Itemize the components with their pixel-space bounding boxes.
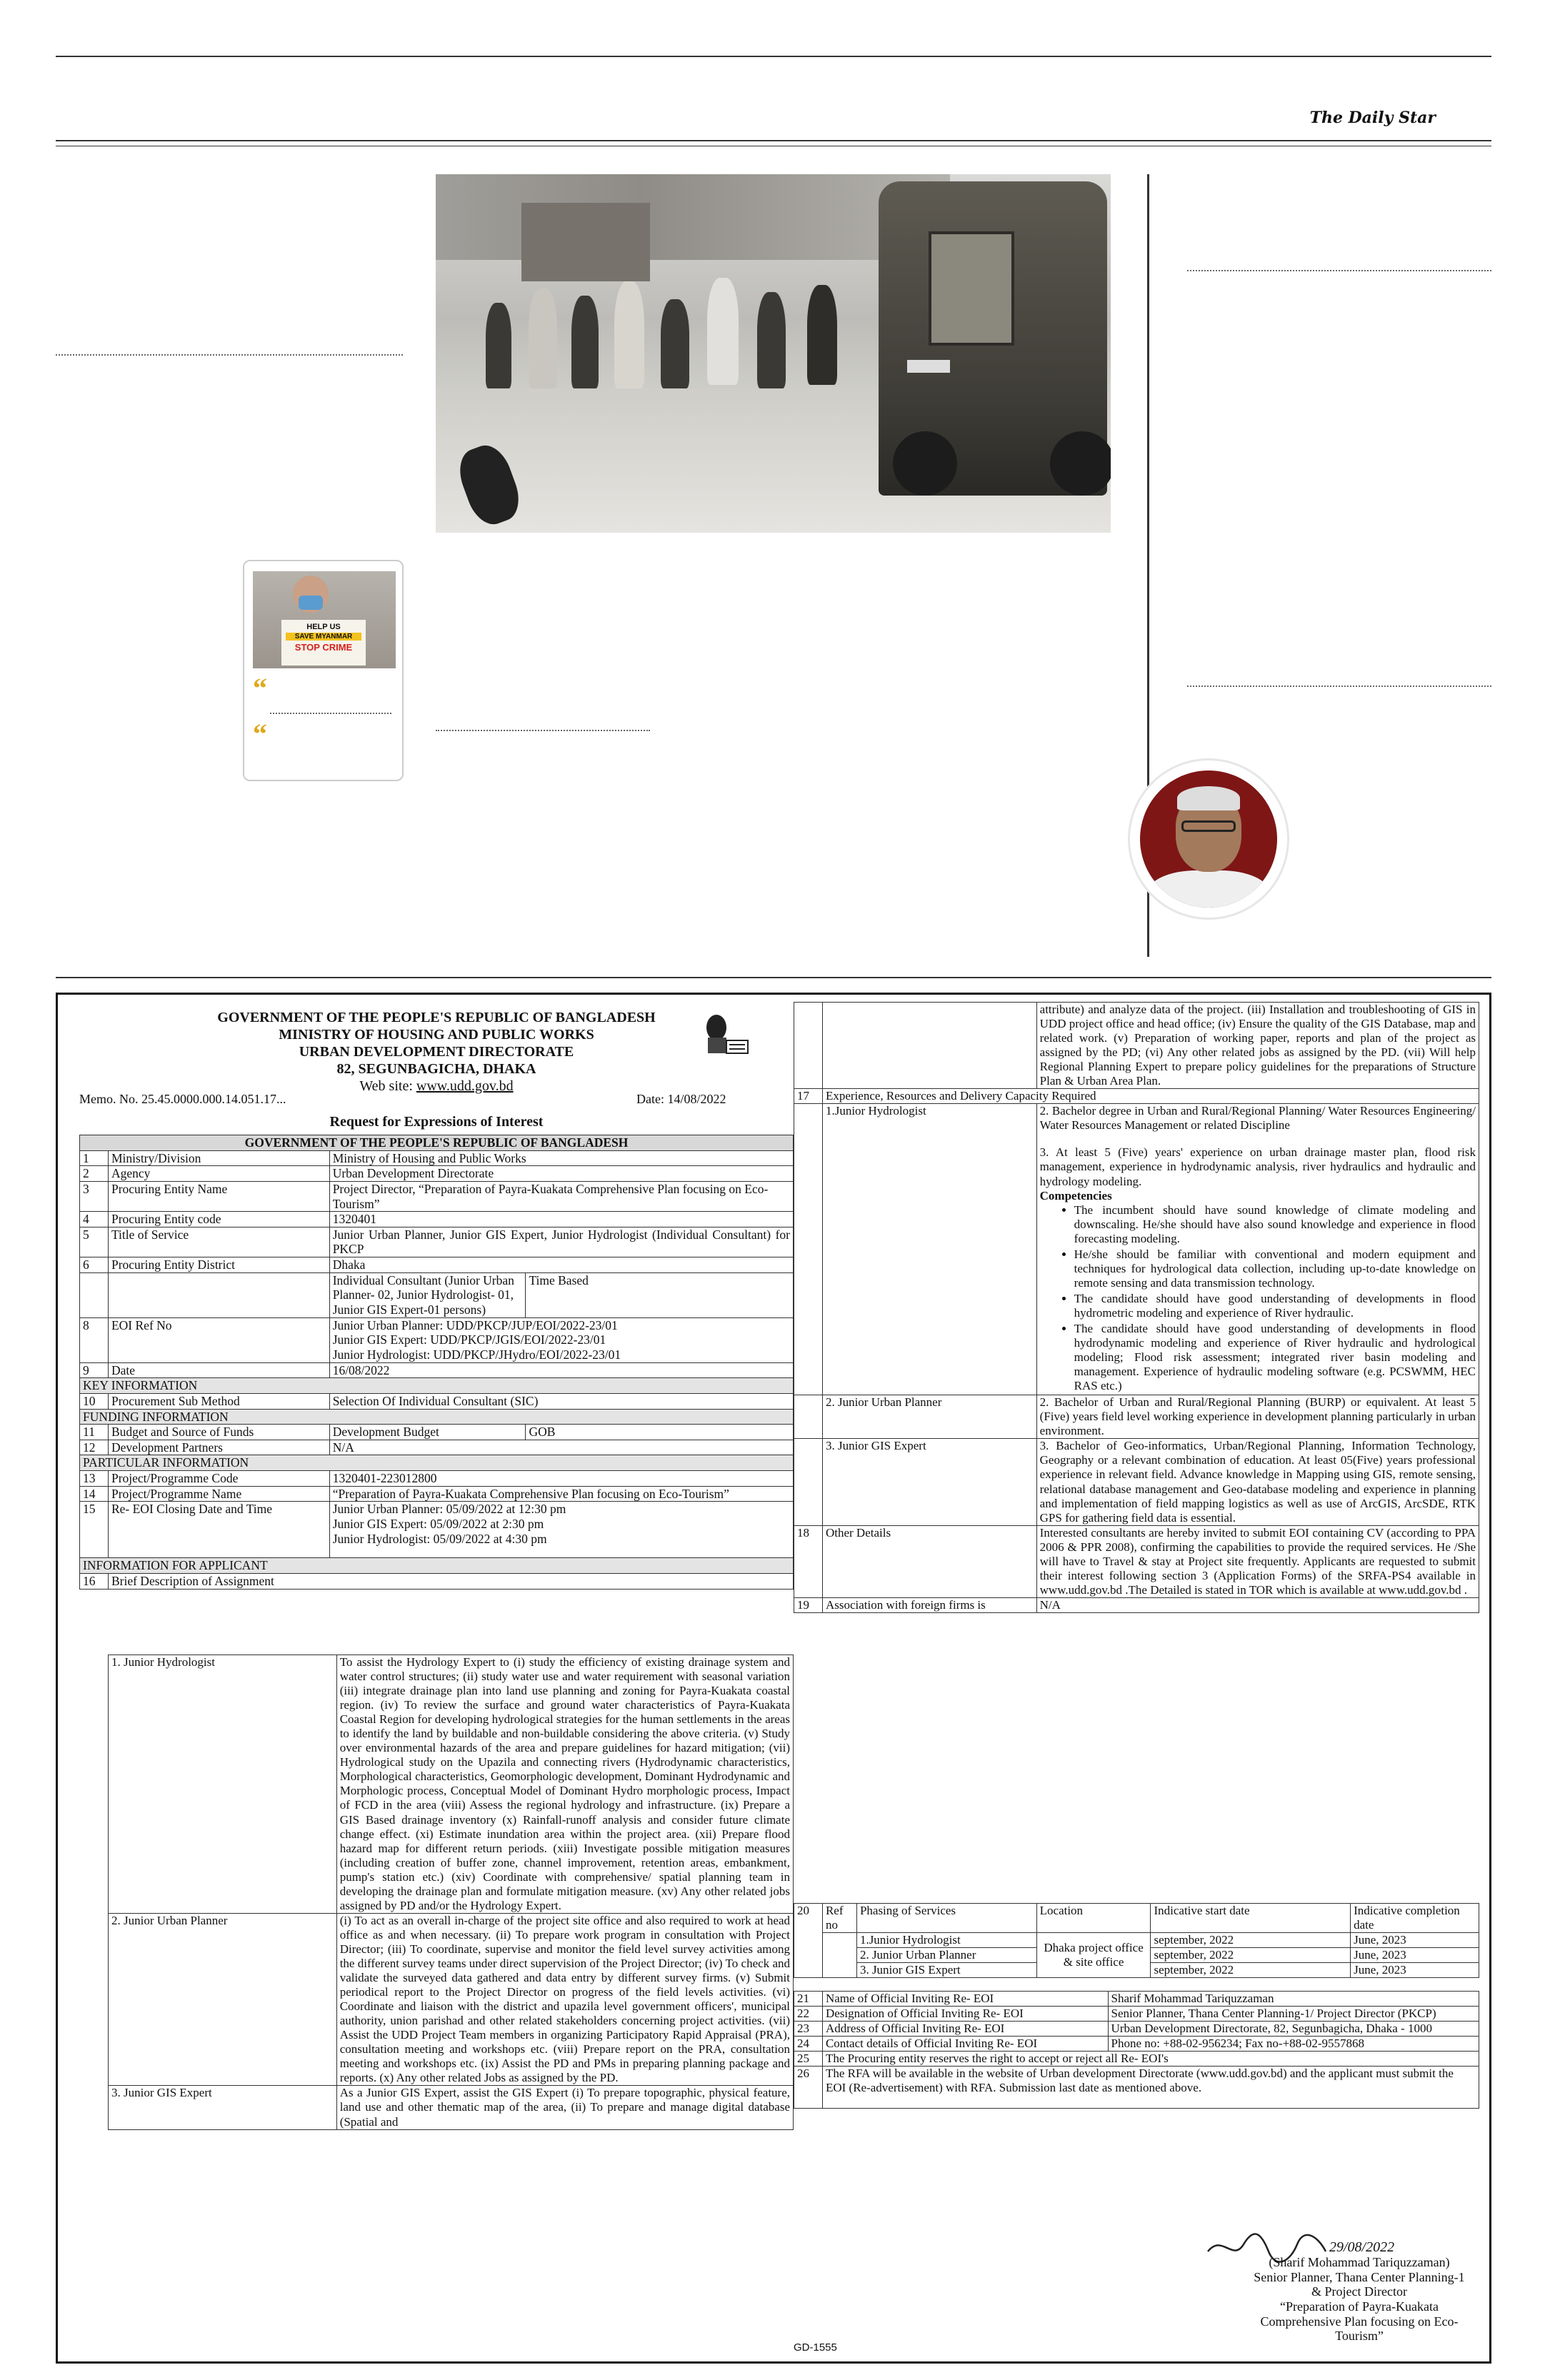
mujib-emblem-icon bbox=[695, 1009, 752, 1060]
eoi-table-right bbox=[794, 1002, 1479, 1613]
table-row: 4 Procuring Entity code 1320401 bbox=[80, 1212, 794, 1227]
table-row: 20 Ref no Phasing of Services Location Indicative start date Indicative completion date bbox=[794, 1904, 1479, 1933]
ad-header: GOVERNMENT OF THE PEOPLE'S REPUBLIC OF BANGLADESH MINISTRY OF HOUSING AND PUBLIC WORKS URBAN DEVELOPMENT DIRECTORATE 82, SEGUNBAGICHA, DHAKA Web site: www.udd.gov.bd bbox=[217, 1010, 656, 1094]
list-item: • He/she should be familiar with conventional and modern equipment and techniques for hydrological data collection, including up-to-date knowledge on remote sensing and data transmission technology. bbox=[1074, 1247, 1476, 1290]
table-row: 8 EOI Ref No Junior Urban Planner: UDD/PKCP/JUP/EOI/2022-23/01 Junior GIS Expert: UDD/PKCP/JGIS/EOI/2022-23/01 Junior Hydrologist: UDD/PKCP/JHydro/EOI/2022-23/01 bbox=[80, 1317, 794, 1362]
table-row: 17 Experience, Resources and Delivery Capacity Required bbox=[794, 1089, 1479, 1104]
table-row: 1. Junior Hydrologist To assist the Hydrology Expert to (i) study the efficiency of existing drainage system and water control structures; (ii) study water use and water requirement with seasonal variation (iii) integrate drainage plan into land use planning and zoning for Payra-Kuakata coastal region. (iv) To review the surface and ground water characteristics of Payra-Kuakata Coastal Region for developing hydrological strategies for the human settlements in the areas to identify the land by buildable and non-buildable considering the above criteria. (v) Study over environmental hazards of the area and prepare guidelines for hazard mitigation; (vii) Hydrological study on the Upazila and connecting rivers (Hydrodynamic characteristics, Morphological characteristics, Geomorphologic development, Dominant Hydrodynamic and Morphologic process, Conceptual Model of Dominant Hydro morphologic process, Impact of FCD in the area (viii) Assess the regional hydrology and infrastructure. (ix) Prepare a GIS Based drainage inventory (x) Rainfall-runoff analysis and consider future climate change effect. (xi) Estimate inundation area within the project area. (xii) Prepare flood hazard map for different return periods. (xiii) Investigate possible mitigation measures (including creation of buffer zone, channel improvement, retention areas, embankment, pump's station etc.) (xiv) Coordinate with comprehensive/ spatial planning team in developing the drainage plan and formulate mitigation measure. (xv) Any other related jobs assigned by PD and/or the Hydrology Expert. bbox=[109, 1655, 794, 1914]
table-row: 1.Junior Hydrologist Dhaka project office & site office september, 2022 June, 2023 bbox=[794, 1933, 1479, 1948]
list-item: • The incumbent should have sound knowledge of climate modeling and downscaling. He/she should have also sound knowledge and experience in flood forecasting modeling. bbox=[1074, 1203, 1476, 1246]
table-row: 6 Procuring Entity District Dhaka bbox=[80, 1257, 794, 1273]
table-row: attribute) and analyze data of the project. (iii) Installation and troubleshooting of GIS in UDD project office and head office; (iv) Ensure the quality of the GIS Database, map and related work. (v) Preparation of working paper, reports and plan of the project as assigned by the PD; (vi) Any other related jobs as assigned by the PD. (vii) Will help Regional Planning Expert to prepare policy guidelines for the preparations of Structure Plan & Urban Area Plan. bbox=[794, 1003, 1479, 1089]
table-row: 12 Development Partners N/A bbox=[80, 1440, 794, 1455]
photo-building bbox=[521, 203, 650, 281]
right-column-divider-1 bbox=[1187, 270, 1491, 271]
table-row: 22 Designation of Official Inviting Re- EOI Senior Planner, Thana Center Planning-1/ Project Director (PKCP) bbox=[794, 2007, 1479, 2022]
table-row: 2 Agency Urban Development Directorate bbox=[80, 1166, 794, 1182]
section-bottom-rule bbox=[56, 977, 1491, 978]
table-row: 13 Project/Programme Code 1320401-223012800 bbox=[80, 1471, 794, 1487]
table-row: 10 Procurement Sub Method Selection Of Individual Consultant (SIC) bbox=[80, 1393, 794, 1409]
phasing-table bbox=[794, 1903, 1479, 1978]
portrait-photo bbox=[1130, 760, 1287, 918]
table-row: 3 Procuring Entity Name Project Director, “Preparation of Payra-Kuakata Comprehensive Plan focusing on Eco-Tourism” bbox=[80, 1181, 794, 1211]
memo-number: Memo. No. 25.45.0000.000.14.051.17... bbox=[79, 1092, 286, 1106]
eoi-advertisement bbox=[56, 993, 1491, 2364]
table-row: 18 Other Details Interested consultants are hereby invited to submit EOI containing CV (according to PPA 2006 & PPR 2008), confirming the capabilities to provide the required services. He /She will have to Travel & stay at Project site frequently. Applicants are requested to submit their interest following section 3 (Application Forms) of the SRFA-PS4 available in www.udd.gov.bd .The Detailed is stated in TOR which is available at www.udd.gov.bd . bbox=[794, 1525, 1479, 1597]
top-rule bbox=[56, 56, 1491, 57]
right-column-divider-2 bbox=[1187, 686, 1491, 687]
ad-left-column bbox=[79, 995, 794, 2129]
center-column-divider bbox=[436, 730, 650, 731]
table-row: Individual Consultant (Junior Urban Planner- 02, Junior Hydrologist- 01, Junior GIS Expert-01 persons) Time Based bbox=[80, 1272, 794, 1317]
card-photo bbox=[253, 571, 396, 668]
masthead-rule-1 bbox=[56, 140, 1491, 141]
official-table bbox=[794, 1991, 1479, 2109]
table-row: 2. Junior Urban Planner 2. Bachelor of Urban and Rural/Regional Planning (BURP) or equivalent. At least 5 (Five) years field level working experience in development planning particularly in urban environment. bbox=[794, 1395, 1479, 1439]
table-row: 24 Contact details of Official Inviting Re- EOI Phone no: +88-02-956234; Fax no-+88-02-9557868 bbox=[794, 2037, 1479, 2052]
table-row: 23 Address of Official Inviting Re- EOI Urban Development Directorate, 82, Segunbagicha, Dhaka - 1000 bbox=[794, 2022, 1479, 2037]
table-row: 2. Junior Urban Planner (i) To act as an overall in-charge of the project site office and also required to work at head office as and when necessary. (ii) To prepare work program in consultation with Project Director; (iii) To coordinate, supervise and monitor the field level survey activities among the different survey teams under direct supervision of the Project Director; (iv) To check and validate the surveyed data gathered and data entry by different survey firms. (v) Submit periodical report to the Project Director on progress of the field levels activities. (vi) Coordinate and liaison with the district and upazila level government officers', municipal authority, union parishad and other related stakeholders concerning project activities. (vii) Assist the UDD Project Team members in organizing Participatory Rapid Appraisal (PRA), consultation meeting and workshops etc. (viii) Prepare report on the PRA, consultation meeting and workshops etc. (ix) Assist the PD and PMs in preparing planning package and reports. (x) Any other related Jobs as assigned by the PD. bbox=[109, 1913, 794, 2086]
quote-mark-icon: “ bbox=[253, 672, 267, 704]
ad-title: Request for Expressions of Interest bbox=[329, 1114, 544, 1130]
assignment-table bbox=[108, 1655, 794, 2130]
ad-date: Date: 14/08/2022 bbox=[636, 1092, 726, 1106]
table-row: 3. Junior GIS Expert september, 2022 June, 2023 bbox=[794, 1963, 1479, 1978]
table-row: 25 The Procuring entity reserves the right to accept or reject all Re- EOI's bbox=[794, 2052, 1479, 2067]
myanmar-card bbox=[243, 560, 404, 781]
table-row: 26 The RFA will be available in the website of Urban development Directorate (www.udd.gov.bd) and the applicant must submit the EOI (Re-advertisement) with RFA. Submission last date as mentioned above. bbox=[794, 2067, 1479, 2109]
photo-crowd bbox=[479, 274, 879, 396]
website-label: Web site: bbox=[359, 1078, 416, 1094]
eoi-table-left: GOVERNMENT OF THE PEOPLE'S REPUBLIC OF BANGLADESH 1 Ministry/Division Ministry of Housing and Public Works 2 Agency Urban Development Directorate 3 Procuring Entity Name Project Director, “Preparation of Payra-Kuakata Comprehensive Plan focusing on Eco-Tourism” 4 Procuring Entity code 1320401 5 Title of Service Junior Urban Planner, Junior GIS Expert, Junior Hydrologist (Individual Consultant) for PKCP 6 Procuring Entity District Dhaka Individual Consultant (Junior Urban Planner- 02, Junior Hydrologist- 01, Junior GIS Expert-01 persons) Time Based 8 EOI Ref No Junior Urban Planner: UDD/PKCP/JUP/EOI/2022-23/01 Junior GIS Expert: UDD/PKCP/JGIS/EOI/2022-23/01 Junior Hydrologist: UDD/PKCP/JHydro/EOI/2022-23/01 9 Date 16/08/2022 KEY INFORMATION 10 Procurement Sub Method Selection Of Individual Consultant (SIC) FUNDING INFORMATION 11 Budget and Source of Funds Development Budget GOB 12 Development Partners N/A PARTICULAR INFORMATION 13 Project/Programme Code 1320401-223012800 14 Project/Programme Name “Preparation of Payra-Kuakata Comprehensive Plan focusing on Eco-Tourism” 15 Re- EOI Closing Date and Time Junior Urban Planner: 05/09/2022 at 12:30 pm Junior GIS Expert: 05/09/2022 at 2:30 pm Junior Hydrologist: 05/09/2022 at 4:30 pm INFORMATION FOR APPLICANT 16 Brief Description of Assignment bbox=[79, 1135, 794, 1590]
masthead-logo: The Daily Star bbox=[1309, 109, 1436, 127]
signatory-block: (Sharif Mohammad Tariquzzaman) Senior Planner, Thana Center Planning-1 & Project Director “Preparation of Payra-Kuakata Comprehensive Plan focusing on Eco- Tourism” bbox=[1254, 2255, 1465, 2344]
table-row: 9 Date 16/08/2022 bbox=[80, 1362, 794, 1378]
table-row: 1 Ministry/Division Ministry of Housing and Public Works bbox=[80, 1150, 794, 1166]
table-row: 5 Title of Service Junior Urban Planner, Junior GIS Expert, Junior Hydrologist (Individual Consultant) for PKCP bbox=[80, 1227, 794, 1257]
signature-date: 29/08/2022 bbox=[1329, 2239, 1395, 2255]
table-row: 14 Project/Programme Name “Preparation of Payra-Kuakata Comprehensive Plan focusing on Eco-Tourism” bbox=[80, 1486, 794, 1502]
left-column-divider bbox=[56, 354, 403, 356]
table-row: 16 Brief Description of Assignment bbox=[80, 1573, 794, 1589]
table-row: 3. Junior GIS Expert 3. Bachelor of Geo-informatics, Urban/Regional Planning, Information Technology, Geography or a relevant combination of education. At least 05(Five) years professional experience in relevant field. Advance knowledge in Mapping using GIS, remote sensing, relational database management and Geo-database modeling and experience in planning and implementation of field mapping logistics as well as use of ArcGIS, ArcSDE, RTK GPS for gathering field data is essential. bbox=[794, 1439, 1479, 1525]
table-row: 2. Junior Urban Planner september, 2022 June, 2023 bbox=[794, 1948, 1479, 1963]
table-row: 21 Name of Official Inviting Re- EOI Sharif Mohammad Tariquzzaman bbox=[794, 1992, 1479, 2007]
protest-sign: HELP US SAVE MYANMAR STOP CRIME bbox=[281, 620, 366, 666]
quote-mark-icon: “ bbox=[253, 718, 267, 750]
table-row: 1.Junior Hydrologist 2. Bachelor degree in Urban and Rural/Regional Planning/ Water Resources Engineering/ Water Resources Management or related Discipline 3. At least 5 (Five) years' experience on urban drainage master plan, flood risk management, experience in hydrodynamic analysis, river hydraulics and hydraulic and hydrology modeling. Competencies • The incumbent should have sound knowledge of climate modeling and downscaling. He/she should have also sound knowledge and experience in flood forecasting modeling. • He/she should be familiar with conventional and modern equipment and techniques for hydrological data collection, including up-to-date knowledge on remote sensing and data transmission technology. • The candidate should have good understanding of developments in flood hydrometric modeling and experience of River hydraulic. • The candidate should have good understanding of developments in flood hydrodynamic modeling and experience of River hydraulic and hydrological modeling; Flood risk assessment; integrated river basin modeling and management. Experience of hydraulic modeling software (e.g. PCSWMM, HEC RAS etc.) bbox=[794, 1104, 1479, 1395]
table-row: 11 Budget and Source of Funds Development Budget GOB bbox=[80, 1425, 794, 1440]
news-photo bbox=[436, 174, 1111, 533]
website-link[interactable]: www.udd.gov.bd bbox=[416, 1078, 514, 1094]
list-item: • The candidate should have good understanding of developments in flood hydrodynamic modeling and experience of River hydraulic and hydrological modeling; Flood risk assessment; integrated river basin modeling and management. Experience of hydraulic modeling software (e.g. PCSWMM, HEC RAS etc.) bbox=[1074, 1322, 1476, 1393]
table-row: 3. Junior GIS Expert As a Junior GIS Expert, assist the GIS Expert (i) To prepare topographic, physical feature, land use and other thematic map of the area, (ii) To prepare and manage digital database (Spatial and bbox=[109, 2086, 794, 2129]
table-row: 19 Association with foreign firms is N/A bbox=[794, 1597, 1479, 1612]
gd-number: GD-1555 bbox=[794, 2341, 837, 2354]
table-row: 15 Re- EOI Closing Date and Time Junior Urban Planner: 05/09/2022 at 12:30 pm Junior GIS Expert: 05/09/2022 at 2:30 pm Junior Hydrologist: 05/09/2022 at 4:30 pm bbox=[80, 1502, 794, 1558]
list-item: • The candidate should have good understanding of developments in flood hydrometric modeling and experience of River hydraulic. bbox=[1074, 1292, 1476, 1320]
photo-background-wall bbox=[436, 174, 950, 260]
